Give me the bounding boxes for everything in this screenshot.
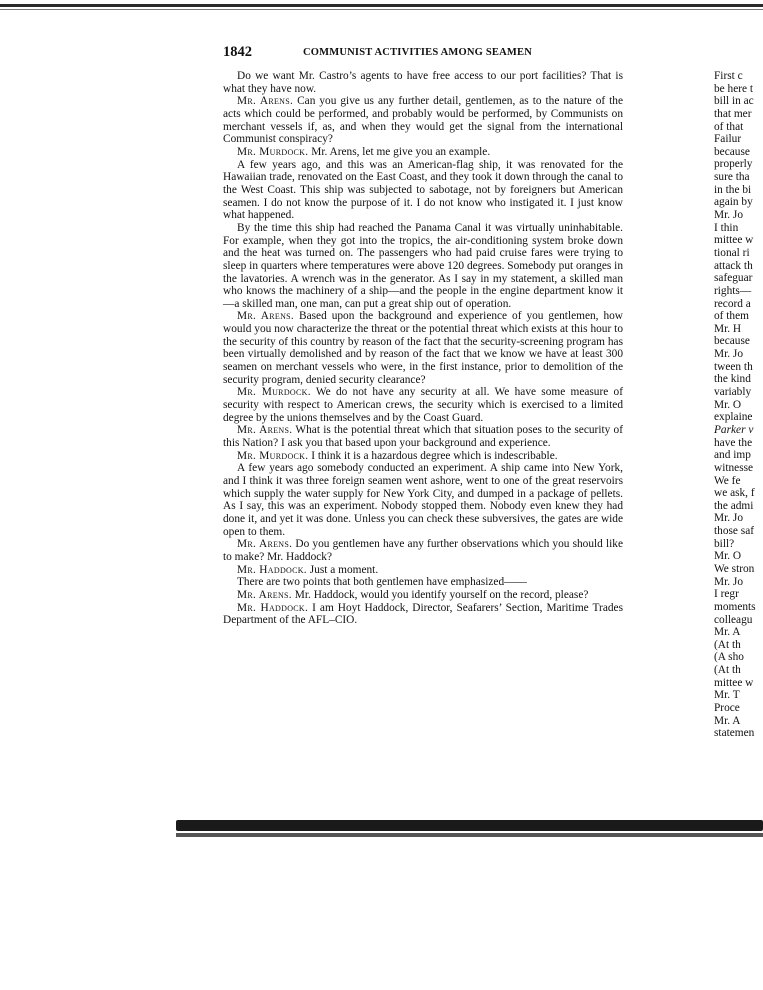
running-title: COMMUNIST ACTIVITIES AMONG SEAMEN (303, 47, 532, 58)
fragment-line: again by (714, 196, 753, 209)
fragment-line: Mr. Jo (714, 575, 743, 588)
speaker-name: Mr. Arens. (237, 310, 295, 323)
fragment-line: the kind (714, 373, 751, 386)
paragraph (223, 95, 623, 146)
fragment-line: bill? (714, 537, 735, 550)
fragment-line: Failur (714, 133, 742, 146)
fragment-line: Mr. O (714, 398, 742, 411)
paragraph-text: Just a moment. (306, 563, 379, 576)
paragraph-text: What is the potential threat which that situation poses to the security of this Nation? I ask you that based upon your background and experience. (223, 424, 623, 450)
right-column-fragment (714, 70, 763, 740)
paragraph (223, 538, 623, 563)
fragment-line: We stron (714, 562, 755, 575)
paragraph-text: Can you give us any further detail, gentlemen, as to the nature of the acts which could be performed, and probably would be performed, by Communists on merchant vessels if, as, and when they would get the signal from the international Communist conspiracy? (223, 95, 624, 146)
fragment-line: mittee w (714, 676, 754, 689)
bottom-scan-bar-thin (176, 833, 763, 837)
paragraph-text: Mr. Arens, let me give you an example. (308, 145, 491, 158)
fragment-line: Proce (714, 702, 740, 715)
fragment-line: record a (714, 297, 751, 310)
paragraph-text: I think it is a hazardous degree which is indescribable. (308, 449, 558, 462)
fragment-line: tween th (714, 360, 753, 373)
fragment-line: we ask, f (714, 487, 755, 500)
speaker-name: Mr. Haddock. (237, 563, 307, 576)
paragraph-text: Based upon the background and experience of you gentlemen, how would you now characterize the threat or the potential threat which exists at this hour to the security of this country by reason of the fact that the security-screening program has been virtually demolished and by reason of the fact that we know we have at least 300 seamen on merchant vessels who were, in the first instance, prior to demolition of the security program, denied security clearance? (223, 310, 623, 386)
main-text-column (223, 70, 623, 627)
fragment-line: Mr. A (714, 714, 741, 727)
paragraph (223, 589, 623, 602)
fragment-line: Parker v (714, 423, 754, 436)
fragment-line: I thin (714, 221, 739, 234)
speaker-name: Mr. Murdock. (237, 145, 309, 158)
paragraph-text: Do we want Mr. Castro’s agents to have free access to our port facilities? That is what they have now. (223, 70, 623, 95)
speaker-name: Mr. Murdock. (237, 449, 309, 462)
paragraph (223, 450, 623, 463)
fragment-line: bill in ac (714, 95, 754, 108)
fragment-line: Mr. A (714, 626, 741, 639)
fragment-line: Mr. Jo (714, 348, 743, 361)
page-number: 1842 (223, 44, 252, 60)
paragraph (223, 310, 623, 386)
fragment-line: (A sho (714, 651, 744, 664)
fragment-line: Mr. Jo (714, 512, 743, 525)
fragment-line: safeguar (714, 272, 753, 285)
fragment-line: have the (714, 436, 753, 449)
fragment-line: witnesse (714, 461, 754, 474)
top-rule-thin (0, 9, 763, 10)
paragraph-text: I am Hoyt Haddock, Director, Seafarers’ Section, Maritime Trades Department of the AFL–CIO. (223, 601, 623, 627)
paragraph-text: There are two points that both gentlemen have emphasized—— (237, 576, 527, 589)
fragment-line: sure tha (714, 171, 750, 184)
paragraph (223, 70, 623, 95)
paragraph (223, 222, 623, 311)
fragment-line: because (714, 335, 750, 348)
paragraph-text: Mr. Haddock, would you identify yourself on the record, please? (291, 588, 589, 601)
speaker-name: Mr. Murdock. (237, 386, 311, 399)
fragment-line: mittee w (714, 234, 754, 247)
fragment-line: Mr. T (714, 689, 740, 702)
fragment-line: in the bi (714, 183, 752, 196)
page-header (223, 44, 623, 62)
paragraph (223, 462, 623, 538)
fragment-line: Mr. Jo (714, 209, 743, 222)
fragment-line: We fe (714, 474, 741, 487)
fragment-line: attack th (714, 259, 753, 272)
fragment-line: statemen (714, 727, 755, 740)
speaker-name: Mr. Arens. (237, 95, 294, 108)
speaker-name: Mr. Haddock. (237, 601, 309, 614)
bottom-scan-bar (176, 820, 763, 831)
fragment-line: (At th (714, 638, 741, 651)
fragment-line: Mr. O (714, 550, 742, 563)
paragraph (223, 146, 623, 159)
fragment-line: the admi (714, 499, 754, 512)
paragraph-text: By the time this ship had reached the Panama Canal it was virtually uninhabitable. For example, when they got into the tropics, the air-conditioning system broke down and the heat was turned on. The passengers who had paid cruise fares were trying to sleep in quarters where temperatures were above 120 degrees. Somebody put oranges in the lavatories. A wrench was in the generator. As I say in my statement, a skilled man who knows the machinery of a ship—and the people in the engine department know it—a skilled man, one man, can put a great ship out of operation. (223, 221, 623, 310)
fragment-line: that mer (714, 107, 752, 120)
paragraph-text: A few years ago, and this was an American-flag ship, it was renovated for the Hawaiian trade, renovated on the East Coast, and they took it down through the canal to the West Coast. This ship was subjected to sabotage, not by foreigners but American seamen. I do not know the purpose of it. I do not know who instigated it. I just know what happened. (223, 158, 623, 222)
fragment-line: of that (714, 120, 744, 133)
paragraph-text: We do not have any security at all. We have some measure of security with respect to American crews, the security which is exercised to a limited degree by the unions themselves and by the Coast Guard. (223, 386, 623, 424)
speaker-name: Mr. Arens. (237, 538, 293, 551)
fragment-line: First c (714, 70, 743, 82)
paragraph (223, 159, 623, 222)
paragraph (223, 576, 623, 589)
paragraph (223, 602, 623, 627)
fragment-line: tional ri (714, 246, 750, 259)
fragment-line: colleagu (714, 613, 753, 626)
paragraph (223, 564, 623, 577)
fragment-line: variably (714, 386, 752, 399)
fragment-line: rights— (714, 284, 752, 297)
paragraph (223, 424, 623, 449)
speaker-name: Mr. Arens. (237, 424, 293, 437)
fragment-line: (At th (714, 664, 741, 677)
fragment-line: because (714, 145, 750, 158)
fragment-line: properly (714, 158, 753, 171)
paragraph-text: Do you gentlemen have any further observations which you should like to make? Mr. Haddock? (223, 538, 623, 563)
paragraph (223, 386, 623, 424)
fragment-line: I regr (714, 588, 739, 601)
fragment-line: be here t (714, 82, 754, 95)
fragment-line: moments (714, 600, 756, 613)
fragment-line: and imp (714, 449, 751, 462)
speaker-name: Mr. Arens. (237, 588, 292, 601)
paragraph-text: A few years ago somebody conducted an experiment. A ship came into New York, and I think it was three foreign seamen went ashore, went to one of the great reservoirs which supply the water supply for New York City, and dumped in a package of pellets. As I say, this was an experiment. Nobody stopped them. Nobody even knew they had done it, and yet it was done. Unless you can check these subversives, the gates are wide open to them. (223, 462, 623, 538)
fragment-line: explaine (714, 411, 753, 424)
fragment-line: of them (714, 310, 749, 323)
top-rule (0, 4, 763, 7)
fragment-line: Mr. H (714, 322, 742, 335)
fragment-line: those saf (714, 525, 755, 538)
